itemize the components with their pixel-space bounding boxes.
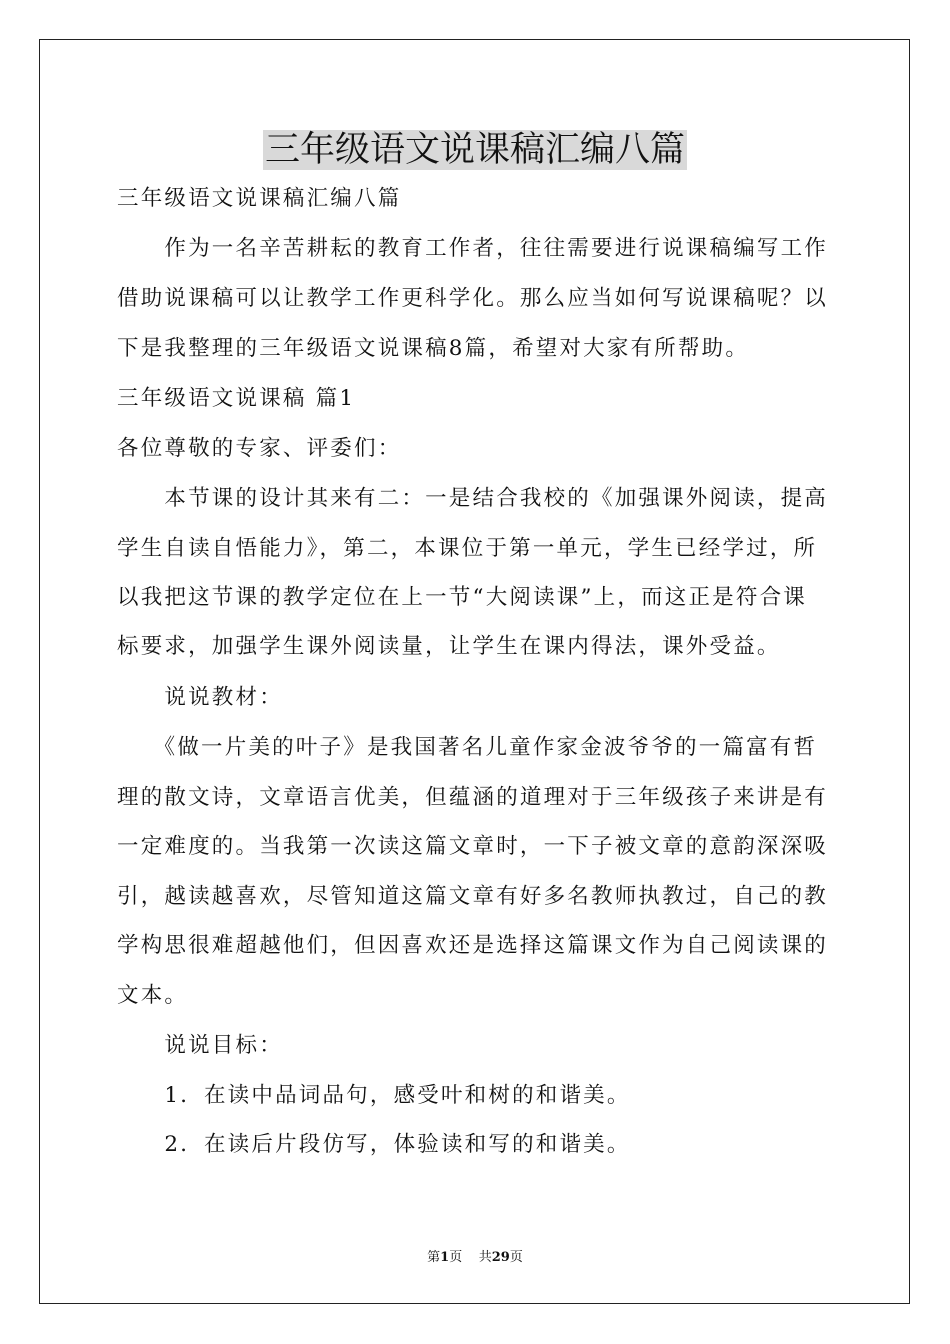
paragraph-line: 《做一片美的叶子》是我国著名儿童作家金波爷爷的一篇富有哲 <box>117 735 818 760</box>
paragraph-line: 学生自读自悟能力》，第二，本课位于第一单元，学生已经学过，所 <box>117 536 818 561</box>
paragraph-line: 作为一名辛苦耕耘的教育工作者，往往需要进行说课稿编写工作 <box>117 236 829 261</box>
paragraph-line: 理的散文诗，文章语言优美，但蕴涵的道理对于三年级孩子来讲是有 <box>117 785 829 810</box>
paragraph-line: 本节课的设计其来有二：一是结合我校的《加强课外阅读，提高 <box>117 486 829 511</box>
page-frame <box>39 39 910 1304</box>
subheading-line: 说说教材： <box>117 685 283 710</box>
paragraph-line: 下是我整理的三年级语文说课稿8篇，希望对大家有所帮助。 <box>117 336 750 361</box>
footer-page-suffix: 页 <box>449 1250 463 1265</box>
subtitle-line: 三年级语文说课稿汇编八篇 <box>117 186 402 211</box>
paragraph-line: 标要求，加强学生课外阅读量，让学生在课内得法，课外受益。 <box>117 634 781 659</box>
list-item: 2．在读后片段仿写，体验读和写的和谐美。 <box>117 1132 631 1157</box>
footer-prefix: 第 <box>427 1250 441 1265</box>
footer-total-prefix: 共 <box>478 1250 492 1265</box>
paragraph-line: 文本。 <box>117 983 189 1008</box>
document-title-text: 三年级语文说课稿汇编八篇 <box>264 130 685 170</box>
greeting-line: 各位尊敬的专家、评委们： <box>117 436 402 461</box>
section-heading: 三年级语文说课稿 篇1 <box>117 386 356 411</box>
document-title <box>0 124 950 176</box>
paragraph-line: 学构思很难超越他们，但因喜欢还是选择这篇课文作为自己阅读课的 <box>117 933 829 958</box>
paragraph-line: 以我把这节课的教学定位在上一节“大阅读课”上，而这正是符合课 <box>117 585 807 610</box>
subheading-line: 说说目标： <box>117 1033 283 1058</box>
page-footer <box>0 1249 950 1267</box>
footer-total-suffix: 页 <box>509 1250 523 1265</box>
page-number: 1 <box>440 1250 450 1265</box>
total-pages: 29 <box>491 1250 510 1265</box>
paragraph-line: 一定难度的。当我第一次读这篇文章时，一下子被文章的意韵深深吸 <box>117 834 829 859</box>
paragraph-line: 引，越读越喜欢，尽管知道这篇文章有好多名教师执教过，自己的教 <box>117 884 829 909</box>
paragraph-line: 借助说课稿可以让教学工作更科学化。那么应当如何写说课稿呢？以 <box>117 286 829 311</box>
list-item: 1．在读中品词品句，感受叶和树的和谐美。 <box>117 1083 631 1108</box>
